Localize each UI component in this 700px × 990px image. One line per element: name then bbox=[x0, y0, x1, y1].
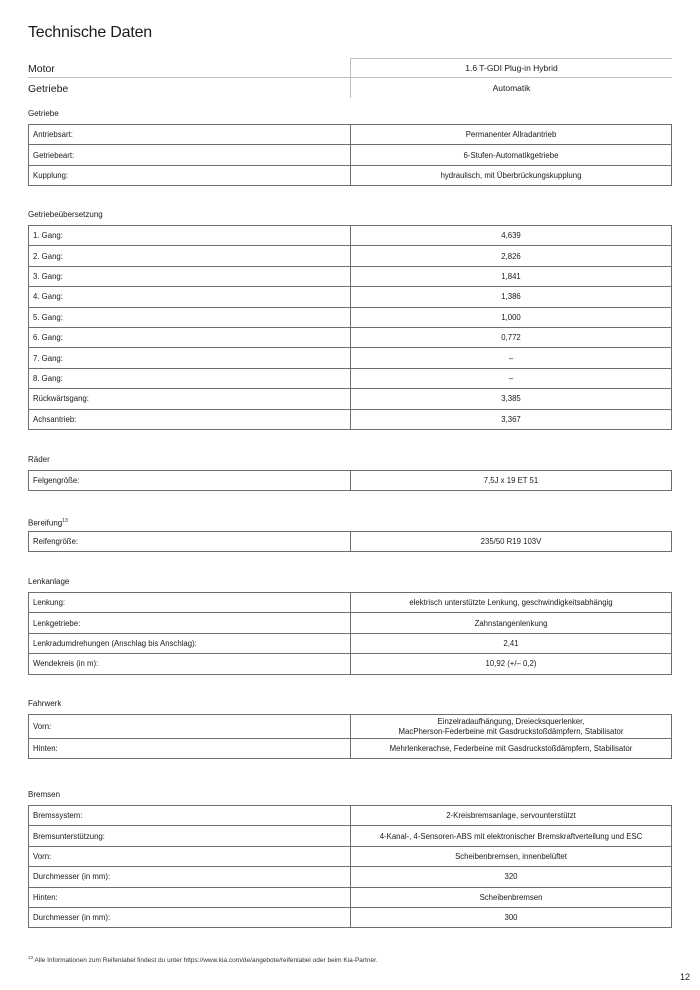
row-key: 5. Gang: bbox=[29, 307, 351, 327]
spec-table-uebersetzung bbox=[28, 225, 672, 430]
row-value: 2-Kreisbremsanlage, servounterstützt bbox=[351, 806, 672, 826]
row-value: 320 bbox=[351, 867, 672, 887]
row-key: Hinten: bbox=[29, 887, 351, 907]
section-title: Bremsen bbox=[28, 790, 61, 799]
table-row bbox=[29, 307, 672, 327]
row-value bbox=[351, 715, 672, 739]
section-fahrwerk bbox=[28, 698, 672, 759]
table-row bbox=[29, 907, 672, 927]
header-table bbox=[28, 58, 672, 98]
table-row bbox=[29, 287, 672, 307]
section-getriebeuebersetzung bbox=[28, 209, 672, 430]
row-key: Bremssystem: bbox=[29, 806, 351, 826]
row-key: 8. Gang: bbox=[29, 368, 351, 388]
footnote-ref: 13 bbox=[62, 518, 68, 524]
row-key: Rückwärtsgang: bbox=[29, 389, 351, 409]
section-bereifung bbox=[28, 515, 672, 552]
row-value: – bbox=[351, 348, 672, 368]
row-value: elektrisch unterstützte Lenkung, geschwindigkeitsabhängig bbox=[351, 593, 672, 613]
row-key: 3. Gang: bbox=[29, 266, 351, 286]
row-value: 4-Kanal-, 4-Sensoren-ABS mit elektronischer Bremskraftverteilung und ESC bbox=[351, 826, 672, 846]
table-row bbox=[29, 633, 672, 653]
row-value: 235/50 R19 103V bbox=[351, 532, 672, 552]
row-value: 0,772 bbox=[351, 327, 672, 347]
page-title: Technische Daten bbox=[28, 24, 152, 41]
table-row bbox=[29, 145, 672, 165]
table-row bbox=[29, 739, 672, 759]
section-title bbox=[28, 515, 672, 527]
table-row bbox=[29, 654, 672, 674]
table-row bbox=[29, 389, 672, 409]
table-row bbox=[29, 846, 672, 866]
row-value: 1,386 bbox=[351, 287, 672, 307]
spec-table-bremsen bbox=[28, 805, 672, 928]
section-title-text: Bereifung bbox=[28, 518, 63, 528]
row-key: Vorn: bbox=[29, 846, 351, 866]
row-key: 2. Gang: bbox=[29, 246, 351, 266]
spec-table-fahrwerk bbox=[28, 714, 672, 759]
row-value: 6-Stufen-Automatikgetriebe bbox=[351, 145, 672, 165]
row-key: Durchmesser (in mm): bbox=[29, 867, 351, 887]
spec-table-getriebe bbox=[28, 124, 672, 186]
table-row bbox=[29, 887, 672, 907]
footnote-text: Alle Informationen zum Reifenlabel findest du unter https://www.kia.com/de/angebote/reifenlabel oder beim Kia-Partner. bbox=[33, 957, 378, 965]
row-value: 300 bbox=[351, 907, 672, 927]
spec-table-lenkanlage bbox=[28, 592, 672, 675]
table-row bbox=[29, 246, 672, 266]
row-value: Scheibenbremsen bbox=[351, 887, 672, 907]
row-value: 7,5J x 19 ET 51 bbox=[351, 471, 672, 491]
row-value: 10,92 (+/– 0,2) bbox=[351, 654, 672, 674]
section-title: Lenkanlage bbox=[28, 577, 70, 586]
row-key: Lenkgetriebe: bbox=[29, 613, 351, 633]
row-key: 7. Gang: bbox=[29, 348, 351, 368]
row-key: 1. Gang: bbox=[29, 226, 351, 246]
row-value: Scheibenbremsen, innenbelüftet bbox=[351, 846, 672, 866]
spec-table-raeder bbox=[28, 470, 672, 491]
section-title: Räder bbox=[28, 455, 50, 464]
row-key: Wendekreis (in m): bbox=[29, 654, 351, 674]
section-title: Getriebeübersetzung bbox=[28, 210, 103, 219]
row-key: Lenkradumdrehungen (Anschlag bis Anschlag): bbox=[29, 633, 351, 653]
table-row bbox=[29, 593, 672, 613]
table-row bbox=[29, 867, 672, 887]
header-value: Automatik bbox=[350, 78, 672, 98]
row-value: Zahnstangenlenkung bbox=[351, 613, 672, 633]
row-value: – bbox=[351, 368, 672, 388]
row-key: Durchmesser (in mm): bbox=[29, 907, 351, 927]
row-key: 4. Gang: bbox=[29, 287, 351, 307]
table-row bbox=[29, 715, 672, 739]
row-key: Lenkung: bbox=[29, 593, 351, 613]
table-row bbox=[29, 613, 672, 633]
table-row bbox=[29, 826, 672, 846]
section-title: Getriebe bbox=[28, 109, 59, 118]
row-value: 3,367 bbox=[351, 409, 672, 429]
section-getriebe bbox=[28, 108, 672, 186]
header-label: Getriebe bbox=[28, 83, 69, 95]
row-value-line: MacPherson-Federbeine mit Gasdruckstoßdämpfern, Stabilisator bbox=[398, 726, 624, 736]
footnote bbox=[28, 955, 378, 964]
table-row bbox=[29, 806, 672, 826]
page-number: 12 bbox=[679, 972, 690, 982]
row-key: Bremsunterstützung: bbox=[29, 826, 351, 846]
row-key: Reifengröße: bbox=[29, 532, 351, 552]
table-row bbox=[29, 348, 672, 368]
table-row bbox=[29, 266, 672, 286]
section-title: Fahrwerk bbox=[28, 699, 62, 708]
section-raeder bbox=[28, 454, 672, 491]
footnote-number: 13 bbox=[28, 955, 34, 960]
header-row-getriebe bbox=[28, 78, 672, 98]
row-value: 1,841 bbox=[351, 266, 672, 286]
table-row bbox=[29, 327, 672, 347]
header-value: 1.6 T-GDI Plug-in Hybrid bbox=[350, 58, 672, 77]
section-bremsen bbox=[28, 789, 672, 928]
header-label: Motor bbox=[28, 62, 55, 75]
spec-table-bereifung bbox=[28, 531, 672, 552]
row-key: Achsantrieb: bbox=[29, 409, 351, 429]
row-value: 2,41 bbox=[351, 633, 672, 653]
row-value: Permanenter Allradantrieb bbox=[351, 125, 672, 145]
row-value: 1,000 bbox=[351, 307, 672, 327]
table-row bbox=[29, 368, 672, 388]
row-value: 3,385 bbox=[351, 389, 672, 409]
row-key: Felgengröße: bbox=[29, 471, 351, 491]
table-row bbox=[29, 125, 672, 145]
row-value: 2,826 bbox=[351, 246, 672, 266]
section-lenkanlage bbox=[28, 576, 672, 675]
table-row bbox=[29, 471, 672, 491]
row-key: Kupplung: bbox=[29, 165, 351, 185]
row-key: Antriebsart: bbox=[29, 125, 351, 145]
row-key: Hinten: bbox=[29, 739, 351, 759]
header-row-motor bbox=[28, 58, 672, 78]
table-row bbox=[29, 226, 672, 246]
table-row bbox=[29, 165, 672, 185]
row-value: 4,639 bbox=[351, 226, 672, 246]
row-value: Mehrlenkerachse, Federbeine mit Gasdruckstoßdämpfern, Stabilisator bbox=[351, 739, 672, 759]
row-key: Getriebeart: bbox=[29, 145, 351, 165]
table-row bbox=[29, 532, 672, 552]
row-key: Vorn: bbox=[29, 715, 351, 739]
row-value: hydraulisch, mit Überbrückungskupplung bbox=[351, 165, 672, 185]
row-value-line: Einzelradaufhängung, Dreiecksquerlenker, bbox=[437, 716, 585, 726]
table-row bbox=[29, 409, 672, 429]
row-key: 6. Gang: bbox=[29, 327, 351, 347]
